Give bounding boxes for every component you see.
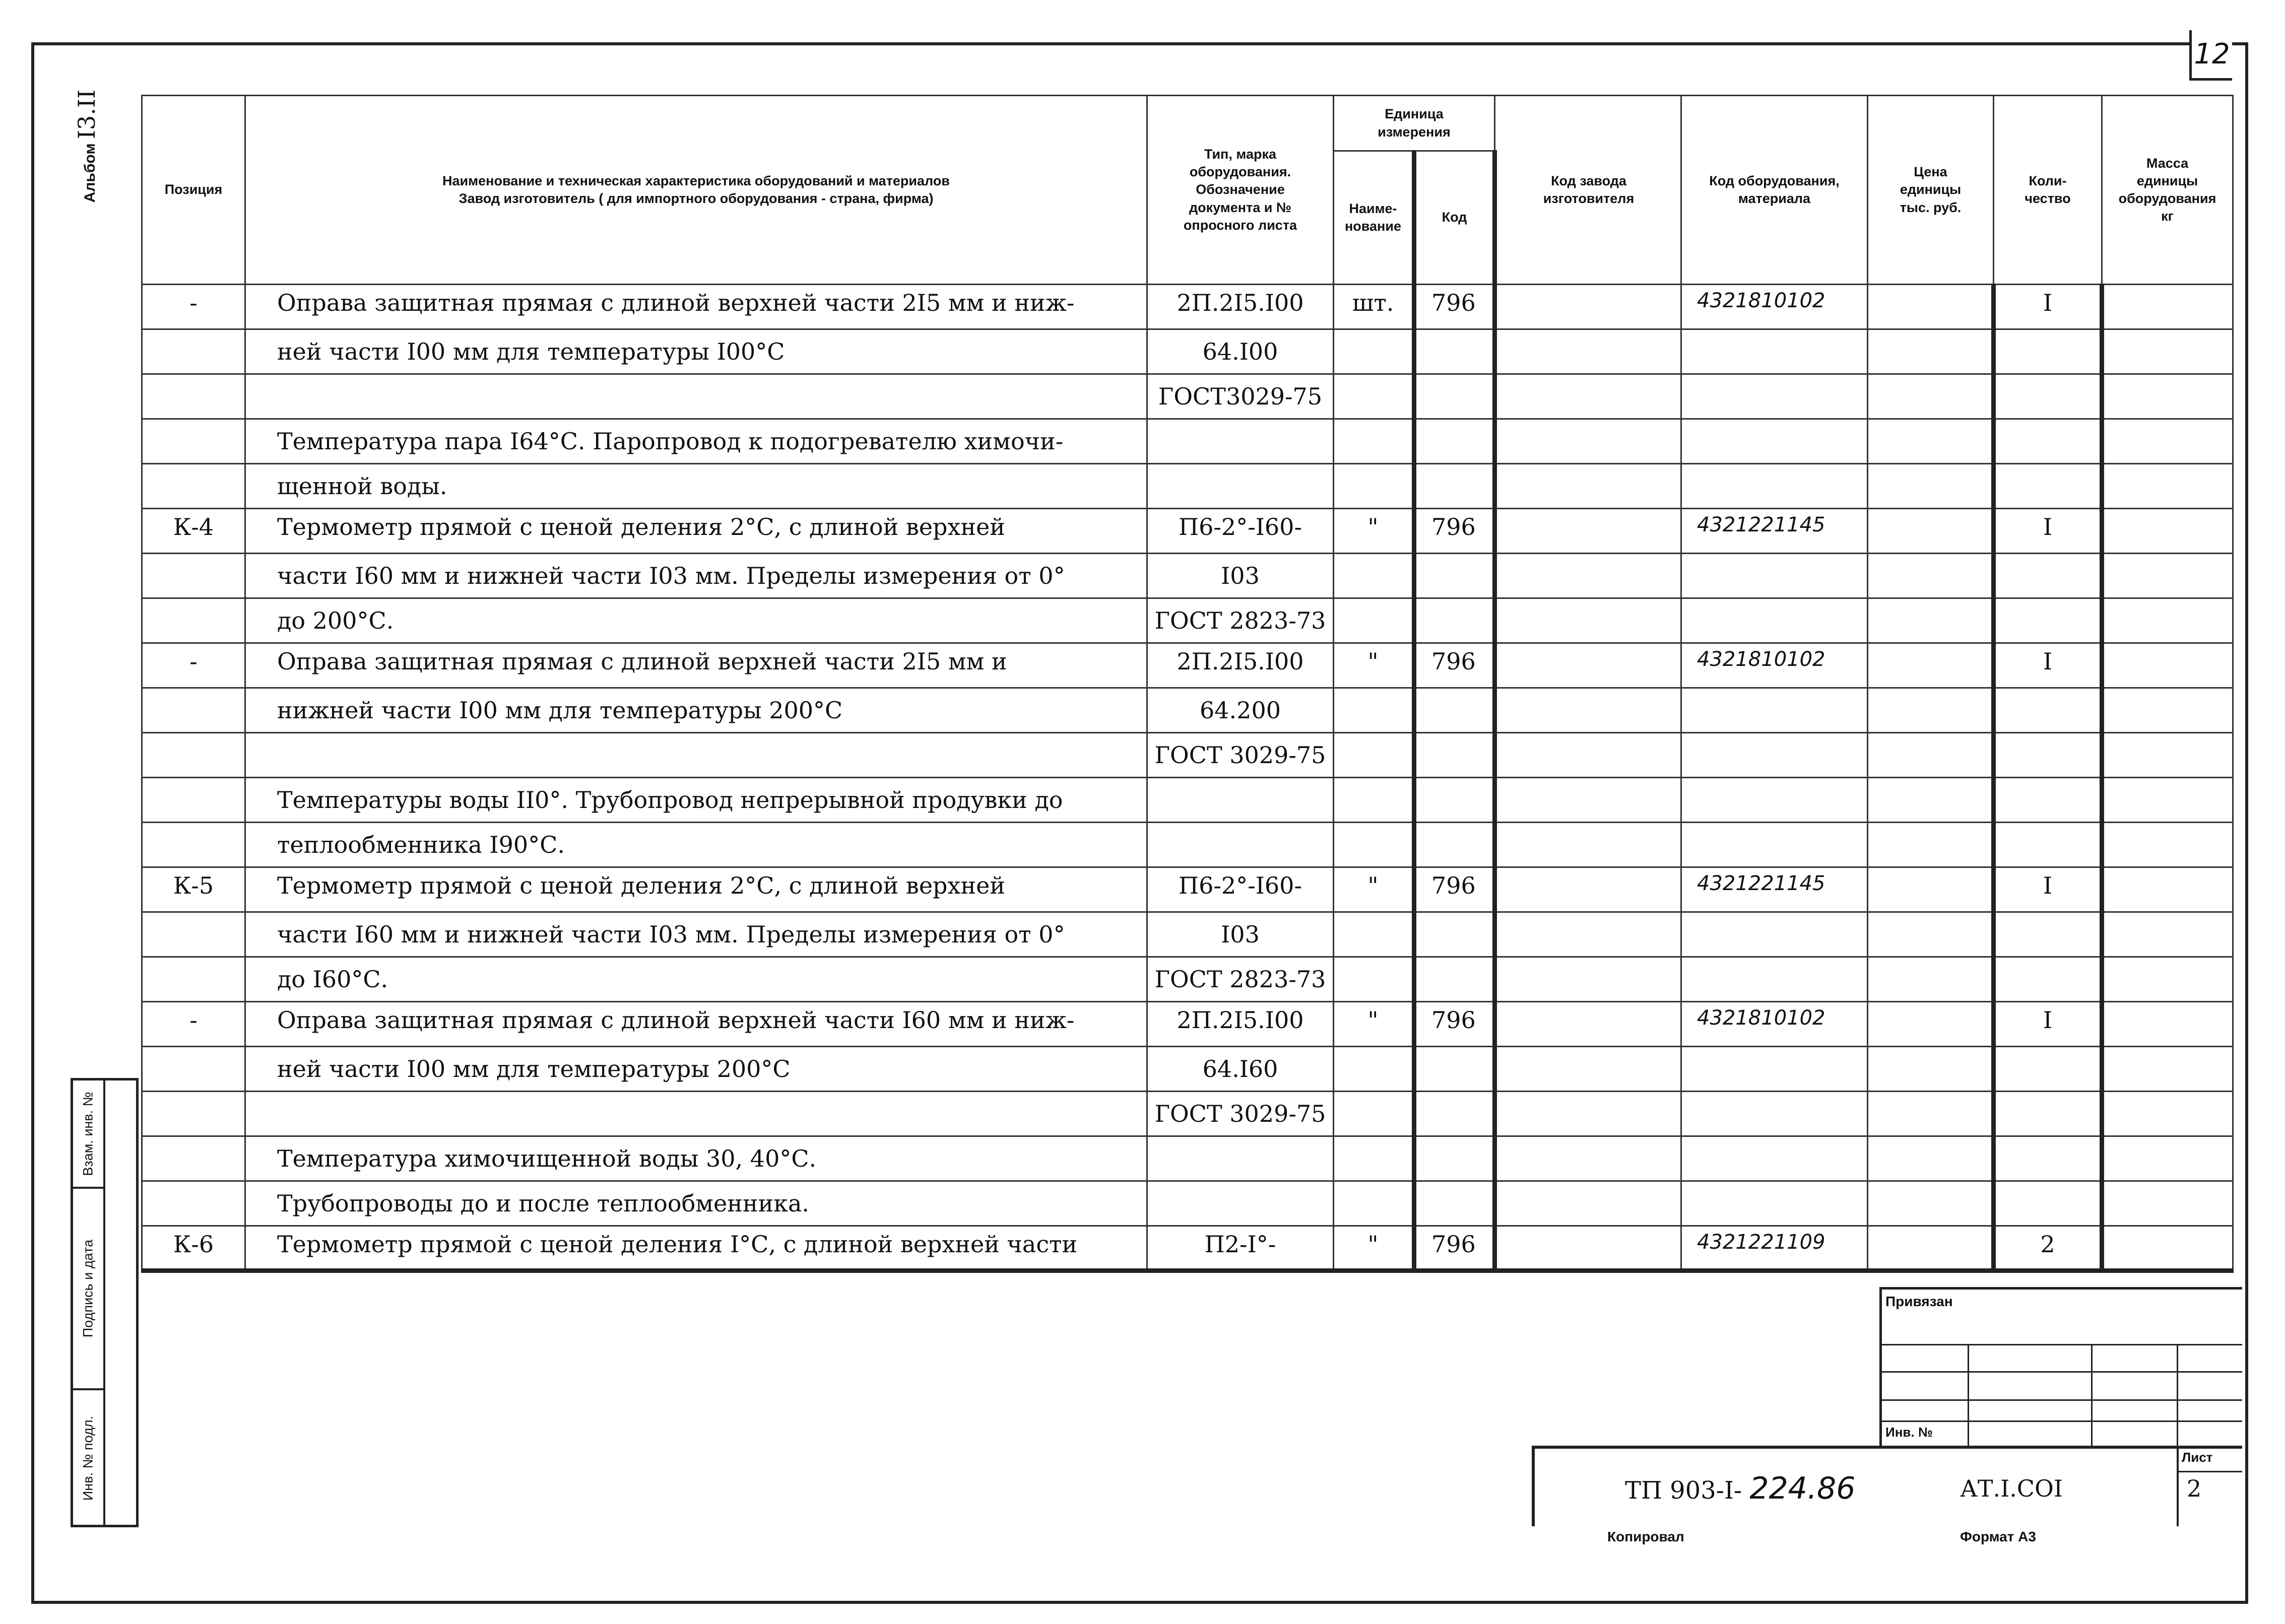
cell-mass [2102, 778, 2233, 823]
cell-code: 796 [1414, 1226, 1495, 1271]
cell-price [1868, 509, 1994, 554]
cell-pos [142, 554, 245, 598]
cell-pos: - [142, 643, 245, 688]
table-row [142, 867, 2233, 912]
cell-type [1147, 1136, 1334, 1181]
cell-name: ней части I00 мм для температуры I00°С [245, 329, 1147, 374]
cell-type: 2П.2I5.I00 [1147, 1002, 1334, 1047]
header-material-code: Код оборудования, материала [1681, 96, 1868, 285]
sheet-value: 2 [2187, 1475, 2202, 1502]
cell-price [1868, 1226, 1994, 1271]
cell-name: Трубопроводы до и после теплообменника. [245, 1181, 1147, 1226]
format-label: Формат А3 [1960, 1529, 2036, 1544]
cell-plant [1495, 1092, 1681, 1136]
table-row [142, 1002, 2233, 1047]
cell-price [1868, 1002, 1994, 1047]
cell-qty: 2 [1994, 1226, 2102, 1271]
cell-type: 64.I60 [1147, 1047, 1334, 1092]
cell-unit [1334, 733, 1414, 778]
tb-line [1879, 1287, 2242, 1290]
cell-pos [142, 1136, 245, 1181]
cell-code [1414, 554, 1495, 598]
cell-plant [1495, 733, 1681, 778]
cell-name: до 200°С. [245, 598, 1147, 643]
cell-mass [2102, 509, 2233, 554]
cell-type: ГОСТ 3029-75 [1147, 733, 1334, 778]
cell-mat [1681, 464, 1868, 509]
cell-qty [1994, 1136, 2102, 1181]
cell-name [245, 733, 1147, 778]
table-row [142, 733, 2233, 778]
cell-mat: 4321221145 [1681, 867, 1868, 912]
cell-name: до I60°С. [245, 957, 1147, 1002]
cell-type: П6-2°-I60- [1147, 867, 1334, 912]
document-sheet-code: АТ.I.COI [1960, 1475, 2063, 1502]
header-unit-group: Единица измерения [1334, 96, 1495, 151]
cell-price [1868, 1136, 1994, 1181]
cell-plant [1495, 464, 1681, 509]
cell-mat [1681, 957, 1868, 1002]
cell-name: нижней части I00 мм для температуры 200°С [245, 688, 1147, 733]
cell-price [1868, 464, 1994, 509]
document-code [1625, 1471, 1855, 1506]
header-price: Цена единицы тыс. руб. [1868, 96, 1994, 285]
cell-name: Оправа защитная прямая с длиной верхней части 2I5 мм и [245, 643, 1147, 688]
copied-label: Копировал [1607, 1529, 1684, 1544]
cell-pos [142, 733, 245, 778]
cell-unit: " [1334, 509, 1414, 554]
cell-price [1868, 1181, 1994, 1226]
cell-name: Термометр прямой с ценой деления 2°С, с длиной верхней [245, 867, 1147, 912]
cell-code: 796 [1414, 509, 1495, 554]
cell-pos: К-6 [142, 1226, 245, 1271]
cell-code [1414, 1047, 1495, 1092]
cell-pos [142, 1047, 245, 1092]
cell-mat [1681, 1181, 1868, 1226]
cell-mat [1681, 1092, 1868, 1136]
table-row [142, 509, 2233, 554]
cell-mat [1681, 419, 1868, 464]
cell-mass [2102, 464, 2233, 509]
cell-type [1147, 464, 1334, 509]
table-row [142, 464, 2233, 509]
header-position: Позиция [142, 96, 245, 285]
document-code-prefix: ТП 903-I- [1625, 1476, 1742, 1505]
table-row [142, 329, 2233, 374]
cell-price [1868, 688, 1994, 733]
inventory-label: Инв. № [1885, 1425, 1933, 1440]
cell-plant [1495, 1047, 1681, 1092]
cell-price [1868, 1047, 1994, 1092]
document-code-number: 224.86 [1749, 1471, 1856, 1506]
table-row [142, 285, 2233, 329]
cell-plant [1495, 509, 1681, 554]
table-row [142, 598, 2233, 643]
specification-rows [142, 285, 2233, 1271]
cell-unit: " [1334, 1002, 1414, 1047]
cell-qty [1994, 598, 2102, 643]
stamp-label-original: Инв. № подл. [80, 1415, 96, 1501]
sheet-number: 12 [2189, 30, 2232, 81]
cell-code [1414, 1136, 1495, 1181]
cell-mass [2102, 823, 2233, 867]
cell-mass [2102, 419, 2233, 464]
cell-mass [2102, 1226, 2233, 1271]
cell-plant [1495, 1002, 1681, 1047]
cell-qty: I [1994, 509, 2102, 554]
cell-type: ГОСТ3029-75 [1147, 374, 1334, 419]
cell-type: ГОСТ 2823-73 [1147, 957, 1334, 1002]
cell-pos [142, 374, 245, 419]
cell-pos [142, 688, 245, 733]
cell-pos [142, 464, 245, 509]
table-row [142, 1047, 2233, 1092]
cell-name: Температуры воды II0°. Трубопровод непрерывной продувки до [245, 778, 1147, 823]
cell-unit: " [1334, 643, 1414, 688]
cell-pos [142, 823, 245, 867]
cell-name: Температура химочищенной воды 30, 40°С. [245, 1136, 1147, 1181]
cell-mat [1681, 329, 1868, 374]
cell-qty [1994, 1092, 2102, 1136]
cell-mat: 4321221109 [1681, 1226, 1868, 1271]
cell-mat: 4321810102 [1681, 643, 1868, 688]
cell-mat [1681, 733, 1868, 778]
cell-plant [1495, 643, 1681, 688]
header-plant-code: Код завода изготовителя [1495, 96, 1681, 285]
cell-type: П2-I°- [1147, 1226, 1334, 1271]
cell-unit [1334, 1181, 1414, 1226]
cell-mass [2102, 598, 2233, 643]
cell-unit [1334, 823, 1414, 867]
table-row [142, 1092, 2233, 1136]
table-row [142, 912, 2233, 957]
cell-mat [1681, 374, 1868, 419]
cell-mass [2102, 912, 2233, 957]
tb-line [1879, 1371, 2242, 1373]
cell-plant [1495, 329, 1681, 374]
cell-qty [1994, 419, 2102, 464]
cell-unit [1334, 1047, 1414, 1092]
cell-mat [1681, 778, 1868, 823]
header-unit-code: Код [1414, 151, 1495, 285]
cell-name: ней части I00 мм для температуры 200°С [245, 1047, 1147, 1092]
header-unit-name: Наиме- нование [1334, 151, 1414, 285]
cell-qty [1994, 957, 2102, 1002]
cell-code [1414, 419, 1495, 464]
cell-unit [1334, 464, 1414, 509]
cell-name: части I60 мм и нижней части I03 мм. Пределы измерения от 0° [245, 912, 1147, 957]
cell-type [1147, 778, 1334, 823]
cell-type [1147, 419, 1334, 464]
cell-plant [1495, 1226, 1681, 1271]
cell-mat: 4321221145 [1681, 509, 1868, 554]
cell-mat: 4321810102 [1681, 285, 1868, 329]
cell-code: 796 [1414, 867, 1495, 912]
cell-unit [1334, 329, 1414, 374]
stamp-cell-signature [73, 1189, 103, 1390]
table-row [142, 1136, 2233, 1181]
tb-line [2091, 1344, 2093, 1447]
cell-unit: " [1334, 867, 1414, 912]
table-row [142, 1226, 2233, 1271]
cell-mat: 4321810102 [1681, 1002, 1868, 1047]
cell-qty [1994, 554, 2102, 598]
tb-line [1968, 1344, 1969, 1447]
cell-pos [142, 598, 245, 643]
cell-mat [1681, 598, 1868, 643]
stamp-label-signature: Подпись и дата [80, 1239, 96, 1338]
tb-line [1879, 1399, 2242, 1401]
cell-unit [1334, 598, 1414, 643]
cell-mass [2102, 1181, 2233, 1226]
table-row [142, 643, 2233, 688]
cell-qty [1994, 374, 2102, 419]
cell-pos: - [142, 1002, 245, 1047]
cell-name: теплообменника I90°С. [245, 823, 1147, 867]
tb-line [1879, 1344, 2242, 1345]
cell-code [1414, 912, 1495, 957]
cell-pos [142, 778, 245, 823]
cell-qty [1994, 912, 2102, 957]
cell-qty [1994, 688, 2102, 733]
cell-type: П6-2°-I60- [1147, 509, 1334, 554]
cell-mass [2102, 1047, 2233, 1092]
cell-mass [2102, 329, 2233, 374]
cell-code [1414, 778, 1495, 823]
cell-mat [1681, 1136, 1868, 1181]
tb-line [1879, 1420, 2242, 1422]
cell-unit: шт. [1334, 285, 1414, 329]
cell-pos [142, 1181, 245, 1226]
table-row [142, 554, 2233, 598]
cell-mass [2102, 285, 2233, 329]
stamp-divider [103, 1080, 105, 1525]
cell-qty [1994, 464, 2102, 509]
cell-code: 796 [1414, 285, 1495, 329]
cell-name [245, 1092, 1147, 1136]
cell-plant [1495, 867, 1681, 912]
header-type: Тип, марка оборудования. Обозначение документа и № опросного листа [1147, 96, 1334, 285]
left-stamp [71, 1078, 139, 1527]
cell-pos [142, 912, 245, 957]
cell-price [1868, 1092, 1994, 1136]
cell-pos [142, 329, 245, 374]
cell-price [1868, 957, 1994, 1002]
cell-pos: К-4 [142, 509, 245, 554]
cell-unit [1334, 419, 1414, 464]
tb-line [1879, 1287, 1882, 1448]
cell-mat [1681, 1047, 1868, 1092]
cell-type: 64.200 [1147, 688, 1334, 733]
tb-line [2177, 1471, 2242, 1472]
cell-mass [2102, 374, 2233, 419]
sheet-label: Лист [2182, 1450, 2213, 1465]
cell-type: I03 [1147, 912, 1334, 957]
cell-mat [1681, 554, 1868, 598]
cell-unit [1334, 374, 1414, 419]
album-number: I3.II [73, 89, 100, 140]
cell-plant [1495, 374, 1681, 419]
cell-price [1868, 419, 1994, 464]
cell-pos: К-5 [142, 867, 245, 912]
cell-qty [1994, 1047, 2102, 1092]
cell-code [1414, 688, 1495, 733]
cell-plant [1495, 823, 1681, 867]
cell-name: части I60 мм и нижней части I03 мм. Пределы измерения от 0° [245, 554, 1147, 598]
cell-qty: I [1994, 867, 2102, 912]
cell-plant [1495, 957, 1681, 1002]
specification-table [141, 95, 2234, 1273]
cell-mat [1681, 823, 1868, 867]
table-row [142, 957, 2233, 1002]
cell-qty: I [1994, 1002, 2102, 1047]
cell-mass [2102, 733, 2233, 778]
cell-unit [1334, 1092, 1414, 1136]
cell-code [1414, 329, 1495, 374]
cell-name: Оправа защитная прямая с длиной верхней части I60 мм и ниж- [245, 1002, 1147, 1047]
header-quantity: Коли- чество [1994, 96, 2102, 285]
cell-name [245, 374, 1147, 419]
cell-qty: I [1994, 285, 2102, 329]
cell-plant [1495, 285, 1681, 329]
cell-code [1414, 823, 1495, 867]
cell-price [1868, 598, 1994, 643]
cell-code: 796 [1414, 643, 1495, 688]
cell-mass [2102, 1136, 2233, 1181]
cell-code [1414, 598, 1495, 643]
cell-mass [2102, 1002, 2233, 1047]
table-row [142, 1181, 2233, 1226]
cell-plant [1495, 598, 1681, 643]
cell-type: 2П.2I5.I00 [1147, 285, 1334, 329]
cell-unit [1334, 957, 1414, 1002]
cell-qty [1994, 823, 2102, 867]
table-row [142, 823, 2233, 867]
cell-price [1868, 912, 1994, 957]
cell-unit [1334, 688, 1414, 733]
stamp-cell-original [73, 1390, 103, 1526]
cell-type: I03 [1147, 554, 1334, 598]
cell-code [1414, 374, 1495, 419]
header-mass: Масса единицы оборудования кг [2102, 96, 2233, 285]
cell-qty [1994, 778, 2102, 823]
cell-price [1868, 823, 1994, 867]
cell-price [1868, 285, 1994, 329]
header-name: Наименование и техническая характеристика оборудований и материалов Завод изготовитель ( для импортного оборудования - страна, фирма) [245, 96, 1147, 285]
cell-unit [1334, 778, 1414, 823]
cell-type: ГОСТ 2823-73 [1147, 598, 1334, 643]
album-prefix: Альбом [82, 143, 98, 203]
privyazan-label: Привязан [1885, 1294, 1953, 1309]
cell-plant [1495, 912, 1681, 957]
cell-qty [1994, 1181, 2102, 1226]
cell-unit [1334, 912, 1414, 957]
cell-code [1414, 464, 1495, 509]
tb-line [1532, 1446, 1535, 1526]
cell-code [1414, 733, 1495, 778]
cell-mat [1681, 912, 1868, 957]
cell-pos: - [142, 285, 245, 329]
cell-mass [2102, 643, 2233, 688]
cell-code [1414, 1181, 1495, 1226]
cell-mass [2102, 554, 2233, 598]
table-row [142, 419, 2233, 464]
cell-code [1414, 1092, 1495, 1136]
cell-mass [2102, 957, 2233, 1002]
tb-line [2177, 1446, 2179, 1526]
cell-price [1868, 778, 1994, 823]
cell-price [1868, 329, 1994, 374]
cell-name: Температура пара I64°С. Паропровод к подогревателю химочи- [245, 419, 1147, 464]
cell-pos [142, 1092, 245, 1136]
cell-unit [1334, 1136, 1414, 1181]
cell-price [1868, 643, 1994, 688]
cell-type: ГОСТ 3029-75 [1147, 1092, 1334, 1136]
cell-plant [1495, 419, 1681, 464]
cell-mass [2102, 867, 2233, 912]
cell-price [1868, 867, 1994, 912]
cell-price [1868, 733, 1994, 778]
cell-unit: " [1334, 1226, 1414, 1271]
table-row [142, 688, 2233, 733]
cell-plant [1495, 1181, 1681, 1226]
cell-mass [2102, 1092, 2233, 1136]
cell-type [1147, 823, 1334, 867]
table-row [142, 778, 2233, 823]
cell-pos [142, 419, 245, 464]
cell-name: Термометр прямой с ценой деления I°С, с длиной верхней части [245, 1226, 1147, 1271]
cell-plant [1495, 554, 1681, 598]
stamp-cell-replacement [73, 1080, 103, 1189]
cell-mass [2102, 688, 2233, 733]
cell-type: 64.I00 [1147, 329, 1334, 374]
cell-type [1147, 1181, 1334, 1226]
cell-plant [1495, 778, 1681, 823]
table-row [142, 374, 2233, 419]
cell-code [1414, 957, 1495, 1002]
cell-code: 796 [1414, 1002, 1495, 1047]
cell-pos [142, 957, 245, 1002]
tb-line [1532, 1446, 2242, 1449]
cell-price [1868, 554, 1994, 598]
cell-type: 2П.2I5.I00 [1147, 643, 1334, 688]
cell-qty: I [1994, 643, 2102, 688]
cell-plant [1495, 1136, 1681, 1181]
cell-plant [1495, 688, 1681, 733]
cell-qty [1994, 733, 2102, 778]
stamp-label-replacement: Взам. инв. № [80, 1091, 96, 1176]
album-label [73, 90, 100, 203]
cell-qty [1994, 329, 2102, 374]
cell-name: Термометр прямой с ценой деления 2°С, с длиной верхней [245, 509, 1147, 554]
cell-unit [1334, 554, 1414, 598]
cell-name: Оправа защитная прямая с длиной верхней части 2I5 мм и ниж- [245, 285, 1147, 329]
cell-name: щенной воды. [245, 464, 1147, 509]
cell-mat [1681, 688, 1868, 733]
tb-line [2177, 1344, 2178, 1447]
cell-price [1868, 374, 1994, 419]
